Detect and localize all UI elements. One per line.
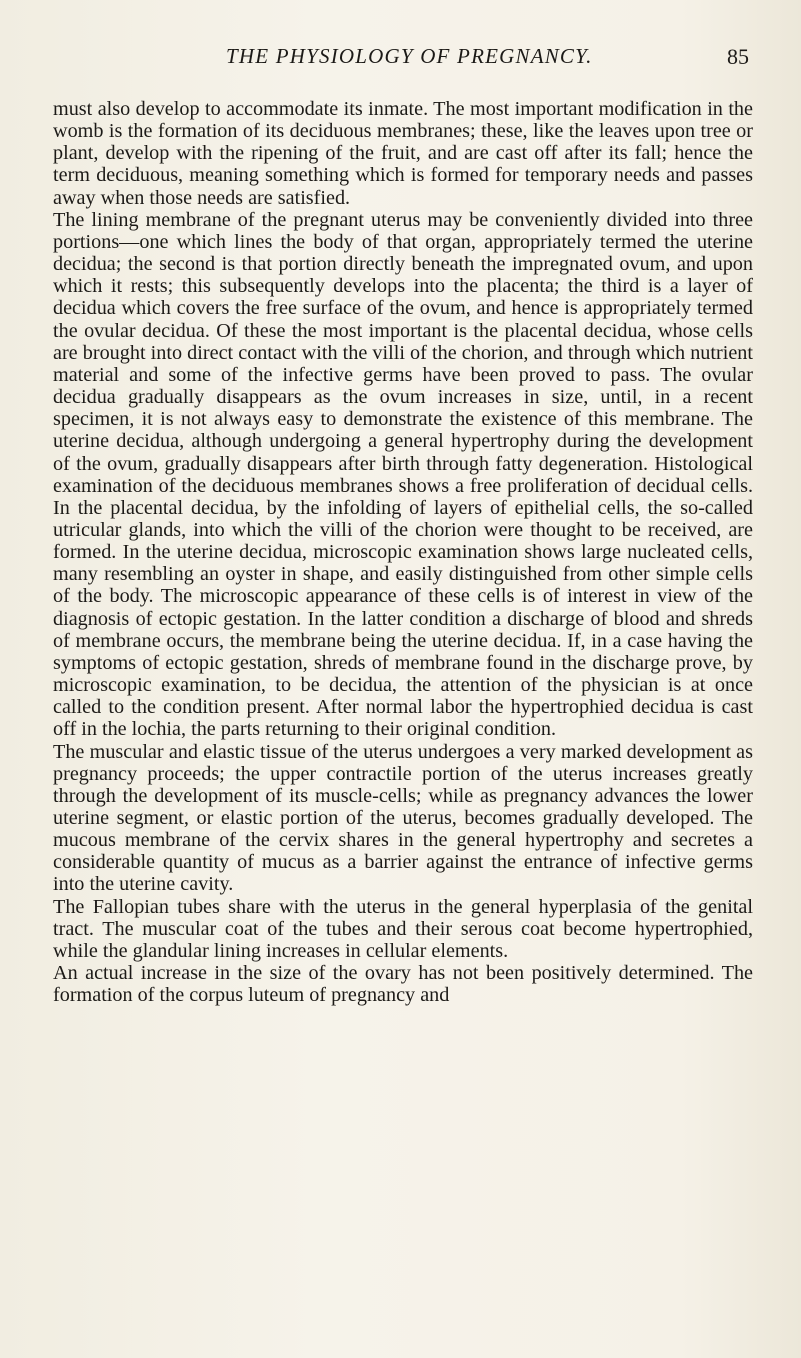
paragraph: The Fallopian tubes share with the uterus in the general hyperplasia of the genital tract. The muscular coat of the tubes and their serous coat become hypertrophied, while the glandular lining increases in cellular elements. bbox=[53, 895, 753, 962]
paragraph: must also develop to accommodate its inmate. The most important modification in the womb is the formation of its deciduous membranes; these, like the leaves upon tree or plant, develop with the ripening of the fruit, and are cast off after its fall; hence the term deciduous, meaning something which is formed for temporary needs and passes away when those needs are satisfied. bbox=[53, 98, 753, 209]
running-title: THE PHYSIOLOGY OF PREGNANCY. bbox=[226, 44, 593, 68]
page-header bbox=[52, 44, 749, 78]
paragraph: The muscular and elastic tissue of the uterus undergoes a very marked development as pregnancy proceeds; the upper contractile portion of the uterus increases greatly through the development of its muscle-cells; while as pregnancy advances the lower uterine segment, or elastic portion of the uterus, becomes gradually developed. The mucous membrane of the cervix shares in the general hypertrophy and secretes a considerable quantity of mucus as a barrier against the entrance of infective germs into the uterine cavity. bbox=[53, 740, 753, 896]
body-text bbox=[53, 98, 753, 1006]
paragraph: An actual increase in the size of the ovary has not been positively determined. The formation of the corpus luteum of pregnancy and bbox=[53, 962, 753, 1007]
page-number: 85 bbox=[727, 44, 749, 69]
paragraph: The lining membrane of the pregnant uterus may be conveniently divided into three portions—one which lines the body of that organ, appropriately termed the uterine decidua; the second is that portion directly beneath the impregnated ovum, and upon which it rests; this subsequently develops into the placenta; the third is a layer of decidua which covers the free surface of the ovum, and hence is appropriately termed the ovular decidua. Of these the most important is the placental decidua, whose cells are brought into direct contact with the villi of the chorion, and through which nutrient material and some of the infective germs have been proved to pass. The ovular decidua gradually disappears as the ovum increases in size, until, in a recent specimen, it is not always easy to demonstrate the existence of this membrane. The uterine decidua, although undergoing a general hypertrophy during the development of the ovum, gradually disappears after birth through fatty degeneration. Histological examination of the deciduous membranes shows a free proliferation of decidual cells. In the placental decidua, by the infolding of layers of epithelial cells, the so-called utricular glands, into which the villi of the chorion were thought to be received, are formed. In the uterine decidua, microscopic examination shows large nucleated cells, many resembling an oyster in shape, and easily distinguished from other simple cells of the body. The microscopic appearance of these cells is of interest in view of the diagnosis of ectopic gestation. In the latter condition a discharge of blood and shreds of membrane occurs, the membrane being the uterine decidua. If, in a case having the symptoms of ectopic gestation, shreds of membrane found in the discharge prove, by microscopic examination, to be decidua, the attention of the physician is at once called to the condition present. After normal labor the hypertrophied decidua is cast off in the lochia, the parts returning to their original condition. bbox=[53, 208, 753, 741]
